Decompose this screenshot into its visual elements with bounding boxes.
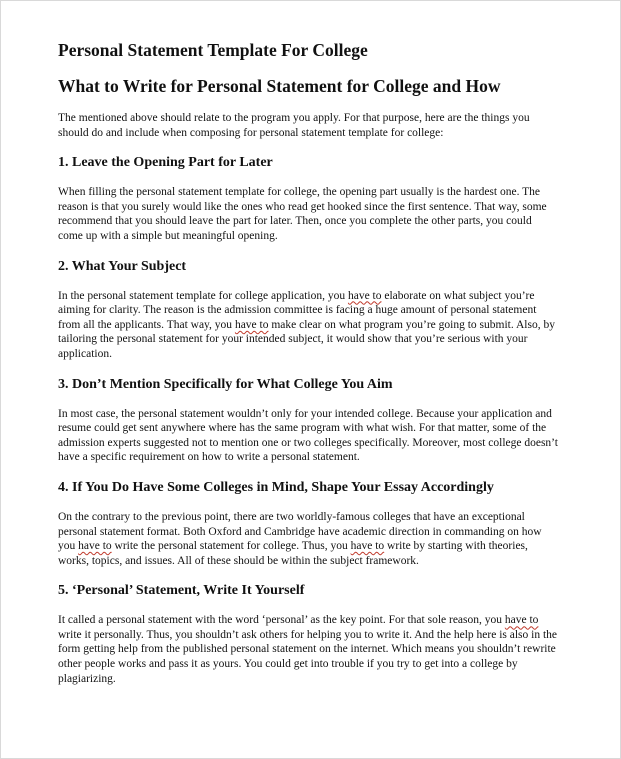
document-subtitle: What to Write for Personal Statement for College and How: [58, 76, 501, 96]
document-content: [58, 39, 558, 686]
intro-paragraph: The mentioned above should relate to the program you apply. For that purpose, here are the things you should do and include when composing for personal statement template for college:: [58, 112, 530, 139]
section-2-heading: 2. What Your Subject: [58, 258, 187, 274]
section-4-heading: 4. If You Do Have Some Colleges in Mind, Shape Your Essay Accordingly: [58, 479, 494, 495]
section-5-heading: 5. ‘Personal’ Statement, Write It Yourself: [58, 583, 305, 599]
spellcheck-flagged-text: have to: [78, 540, 112, 553]
section-5-body: [58, 613, 558, 686]
section-3-heading: 3. Don’t Mention Specifically for What College You Aim: [58, 376, 393, 392]
spellcheck-flagged-text: have to: [350, 540, 385, 553]
text-run: It called a personal statement with the word ‘personal’ as the key point. For that sole reason, you: [58, 614, 505, 627]
text-run: write it personally. Thus, you shouldn’t ask others for helping you to write it. And the help here is also in the form getting help from the published personal statement on the internet. Which means you shouldn’t rewrite other people works and pass it as yours. You could get into trouble if you try to get into a college by plagiarizing.: [58, 628, 558, 685]
text-run: elaborate on what subject you’re aiming for clarity. The reason is the admission committee is facing a huge amount of personal statement from all the applicants. That way, you: [58, 289, 537, 331]
text-run: write by starting with theories, works, topics, and issues. All of these should be within the subject framework.: [58, 540, 528, 567]
text-run: write the personal statement for college. Thus, you: [111, 540, 351, 553]
section-3-body: In most case, the personal statement wouldn’t only for your intended college. Because your application and resume could get sent anywhere where has the same program with what wish. For that matter, some of the admission experts suggested not to mention one or two colleges specifically. Moreover, most college doesn’t have a specific requirement on how to write a personal statement.: [58, 407, 558, 464]
document-title: Personal Statement Template For College: [58, 40, 368, 60]
section-1-body: When filling the personal statement template for college, the opening part usually is the hardest one. The reason is that you surely would like the ones who read get hooked since the first sentence. That way, some recommend that you should leave the part for later. Then, once you complete the other parts, you could come up with a simple but meaningful opening.: [58, 186, 547, 242]
section-1-heading: 1. Leave the Opening Part for Later: [58, 155, 273, 171]
spellcheck-flagged-text: have to: [504, 614, 539, 627]
text-run: make clear on what program you’re going to submit. Also, by tailoring the personal statement for your intended subject, it would show that you’re serious with your application.: [58, 318, 555, 360]
text-run: On the contrary to the previous point, there are two worldly-famous colleges that have an exceptional personal statement format. Both Oxford and Cambridge have academic direction in commanding on how you: [58, 510, 542, 553]
spellcheck-flagged-text: have to: [347, 289, 382, 302]
section-2-body: [58, 289, 558, 362]
text-run: In the personal statement template for college application, you: [58, 289, 348, 302]
spellcheck-flagged-text: have to: [234, 318, 269, 331]
section-4-body: [58, 510, 558, 568]
